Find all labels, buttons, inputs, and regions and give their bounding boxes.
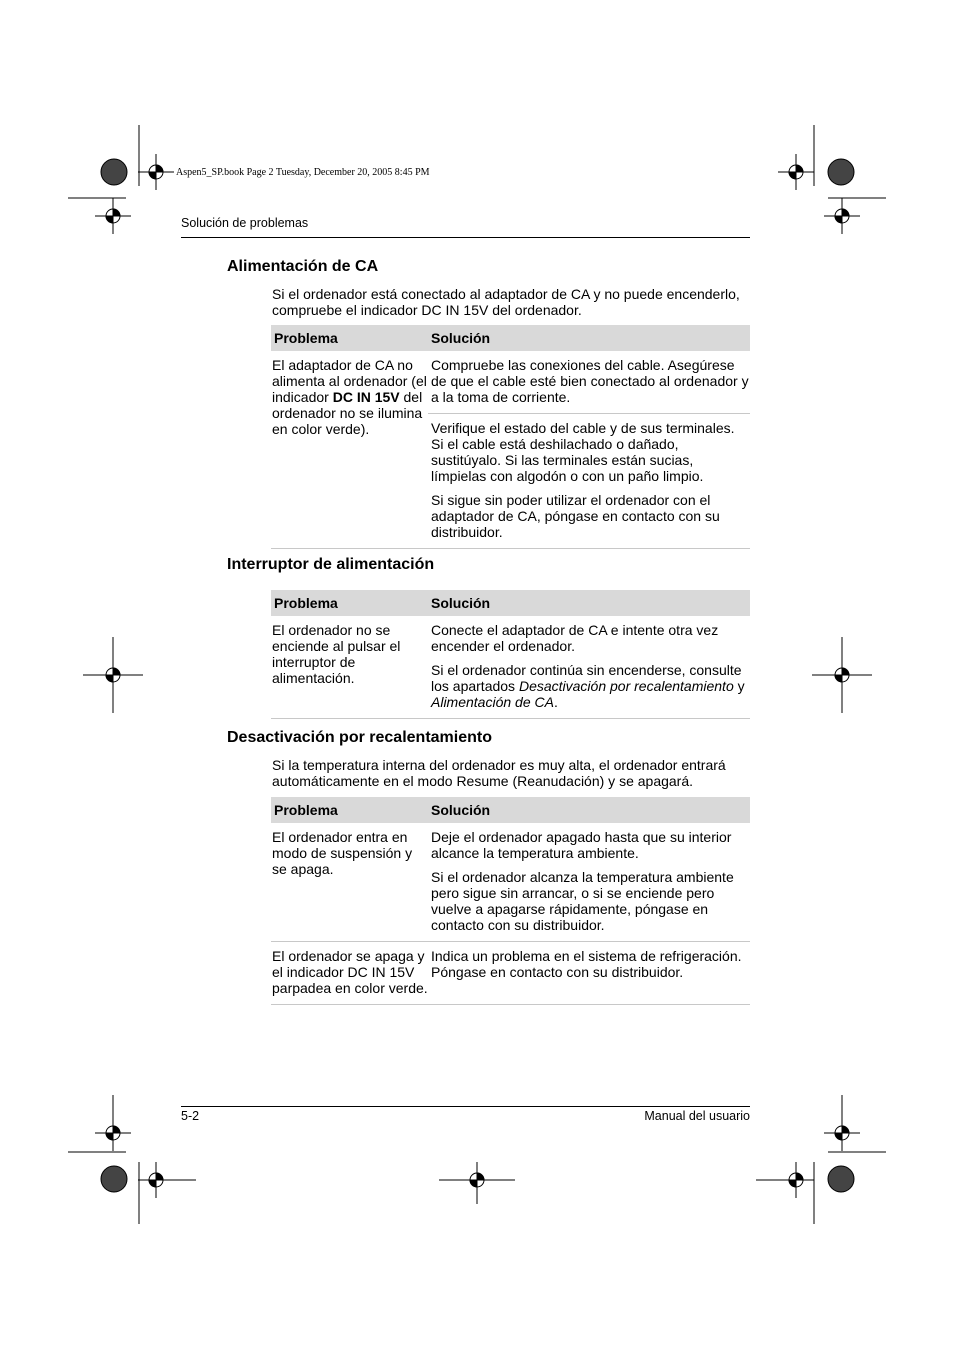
solution-cell: Compruebe las conexiones del cable. Asegúrese de que el cable esté bien conectado al ordenador y a la toma de corriente. [428, 351, 750, 414]
column-header-problem: Problema [271, 325, 428, 351]
cross-reference-link[interactable]: Desactivación por recalentamiento [518, 678, 734, 694]
section-title-ac-power: Alimentación de CA [227, 258, 379, 275]
running-head: Solución de problemas [181, 216, 309, 230]
solution-cell: Conecte el adaptador de CA e intente otra vez encender el ordenador. Si el ordenador continúa sin encenderse, consulte los apartados Desactivación por recalentamiento y Alimentación de CA. [428, 616, 750, 719]
troubleshoot-table-ac-power [271, 325, 750, 549]
section-title-overheat: Desactivación por recalentamiento [227, 729, 492, 746]
section-intro-overheat: Si la temperatura interna del ordenador es muy alta, el ordenador entrará automáticamente en el modo Resume (Reanudación) y se apagará. [272, 757, 726, 789]
manual-title: Manual del usuario [644, 1109, 750, 1123]
print-slug: Aspen5_SP.book Page 2 Tuesday, December 20, 2005 8:45 PM [176, 167, 430, 178]
cross-reference-link[interactable]: Alimentación de CA [431, 694, 554, 710]
solution-cell: Deje el ordenador apagado hasta que su interior alcance la temperatura ambiente. Si el ordenador alcanza la temperatura ambiente pero sigue sin arrancar, o si se enciende pero vuelve a apagarse rápidamente, póngase en contacto con su distribuidor. [428, 823, 750, 942]
problem-cell: El ordenador entra en modo de suspensión y se apaga. [271, 823, 428, 942]
troubleshoot-table-power-switch [271, 590, 750, 719]
problem-cell: El adaptador de CA no alimenta al ordenador (el indicador DC IN 15V del ordenador no se ilumina en color verde). [271, 351, 428, 549]
solution-cell: Verifique el estado del cable y de sus terminales. Si el cable está deshilachado o dañado, sustitúyalo. Si las terminales están sucias, límpielas con algodón o con un paño limpio. Si sigue sin poder utilizar el ordenador con el adaptador de CA, póngase en contacto con su distribuidor. [428, 414, 750, 549]
section-title-power-switch: Interruptor de alimentación [227, 556, 435, 573]
column-header-solution: Solución [428, 590, 750, 616]
column-header-solution: Solución [428, 325, 750, 351]
indicator-name: DC IN 15V [332, 389, 400, 405]
column-header-solution: Solución [428, 797, 750, 823]
solution-cell: Indica un problema en el sistema de refrigeración. Póngase en contacto con su distribuidor. [428, 942, 750, 1005]
problem-cell: El ordenador no se enciende al pulsar el interruptor de alimentación. [271, 616, 428, 719]
section-intro-ac-power: Si el ordenador está conectado al adaptador de CA y no puede encenderlo, compruebe el indicador DC IN 15V del ordenador. [272, 286, 740, 318]
page-number: 5-2 [181, 1109, 200, 1123]
header-rule [181, 237, 750, 238]
column-header-problem: Problema [271, 590, 428, 616]
column-header-problem: Problema [271, 797, 428, 823]
footer-rule [181, 1106, 750, 1107]
problem-cell: El ordenador se apaga y el indicador DC IN 15V parpadea en color verde. [271, 942, 428, 1005]
troubleshoot-table-overheat [271, 797, 750, 1005]
